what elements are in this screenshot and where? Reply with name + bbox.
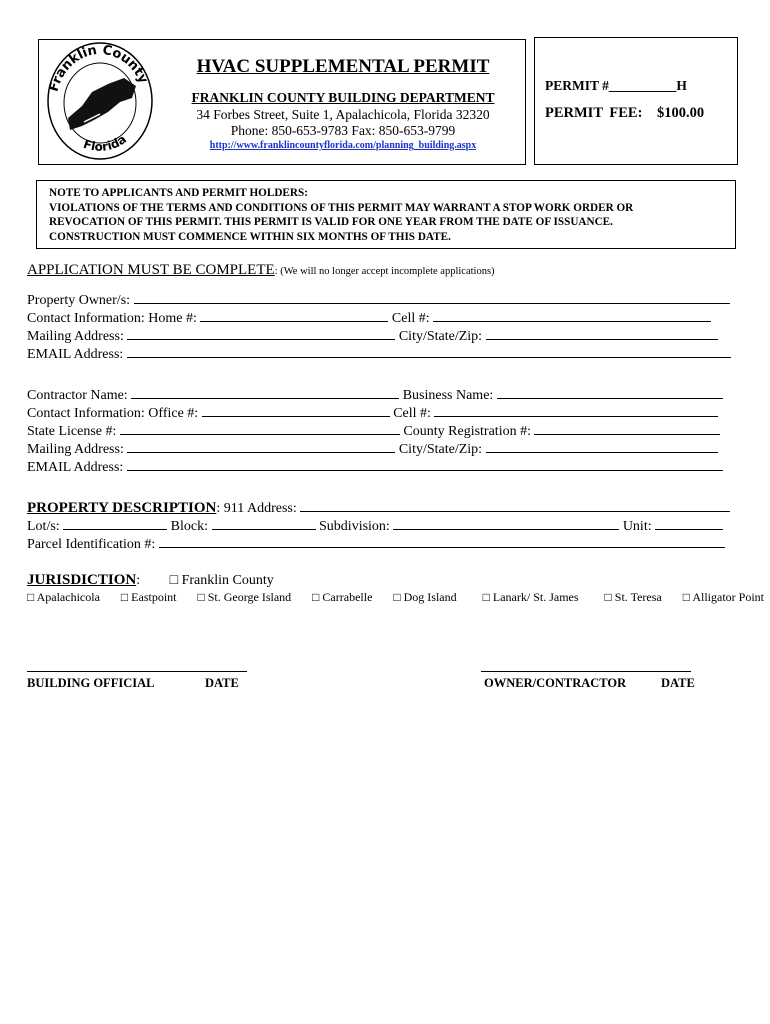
property-lot-row bbox=[27, 518, 723, 535]
property-address-field[interactable] bbox=[300, 500, 730, 512]
unit-field[interactable] bbox=[655, 518, 723, 530]
contractor-mailing-label: Mailing Address: bbox=[27, 442, 124, 457]
department-name: FRANKLIN COUNTY BUILDING DEPARTMENT bbox=[191, 90, 495, 105]
contractor-office-label: Contact Information: Office #: bbox=[27, 406, 199, 421]
notice-box bbox=[36, 180, 736, 249]
logo-top-text: Franklin County bbox=[46, 42, 151, 94]
subdivision-label: Subdivision: bbox=[319, 519, 390, 534]
contractor-office-field[interactable] bbox=[202, 405, 390, 417]
permit-box bbox=[534, 37, 738, 165]
option-label: Lanark/ St. James bbox=[492, 590, 579, 604]
option-label: Dog Island bbox=[403, 590, 457, 604]
state-license-label: State License #: bbox=[27, 424, 117, 439]
block-label: Block: bbox=[170, 519, 209, 534]
contractor-mailing-row bbox=[27, 441, 718, 458]
option-label: Alligator Point bbox=[692, 590, 764, 604]
permit-fee bbox=[545, 105, 704, 122]
business-name-field[interactable] bbox=[497, 387, 723, 399]
contractor-city-label: City/State/Zip: bbox=[398, 442, 483, 457]
owner-email-field[interactable] bbox=[127, 346, 731, 358]
owner-cell-field[interactable] bbox=[433, 310, 711, 322]
jurisdiction-franklin-county[interactable]: □ Franklin County bbox=[169, 573, 274, 588]
county-seal-logo bbox=[44, 40, 156, 162]
owner-contractor-label: OWNER/CONTRACTOR bbox=[484, 676, 627, 690]
permit-fee-label: PERMIT FEE: bbox=[545, 105, 643, 121]
jurisdiction-heading: JURISDICTION bbox=[27, 572, 137, 588]
notice-text-1: VIOLATIONS OF THE TERMS AND CONDITIONS OF THIS PERMIT MAY WARRANT A STOP WORK ORDER OR bbox=[49, 201, 634, 214]
option-label: Apalachicola bbox=[36, 590, 100, 604]
owner-email-label: EMAIL Address: bbox=[27, 347, 124, 362]
owner-row bbox=[27, 292, 730, 309]
contractor-name-label: Contractor Name: bbox=[27, 388, 128, 403]
owner-date-label: DATE bbox=[661, 676, 695, 690]
owner-city-label: City/State/Zip: bbox=[398, 329, 483, 344]
svg-text:Florida bbox=[82, 132, 129, 154]
jurisdiction-franklin-label: Franklin County bbox=[181, 573, 274, 588]
permit-number: PERMIT #__________H bbox=[545, 78, 687, 93]
county-registration-field[interactable] bbox=[534, 423, 720, 435]
owner-home-field[interactable] bbox=[200, 310, 388, 322]
owner-signature-line[interactable] bbox=[481, 671, 691, 672]
contractor-email-label: EMAIL Address: bbox=[27, 460, 124, 475]
notice-heading: NOTE TO APPLICANTS AND PERMIT HOLDERS: bbox=[49, 187, 308, 199]
owner-city-field[interactable] bbox=[486, 328, 718, 340]
application-heading-row bbox=[27, 262, 495, 279]
department-website-link[interactable]: http://www.franklincountyflorida.com/planning_building.aspx bbox=[209, 140, 477, 151]
option-label: St. Teresa bbox=[614, 590, 662, 604]
building-official-label: BUILDING OFFICIAL bbox=[27, 676, 155, 690]
contractor-name-row bbox=[27, 387, 723, 404]
jurisdiction-option-st-teresa[interactable]: □ St. Teresa bbox=[604, 590, 662, 604]
official-date-label: DATE bbox=[205, 676, 239, 690]
owner-mailing-row bbox=[27, 328, 718, 345]
owner-email-row bbox=[27, 346, 731, 363]
jurisdiction-option-dog-island[interactable]: □ Dog Island bbox=[393, 590, 457, 604]
jurisdiction-option-alligator-point[interactable]: □ Alligator Point bbox=[682, 590, 764, 604]
logo-bottom-text: Florida bbox=[81, 131, 129, 154]
option-label: Eastpoint bbox=[131, 590, 177, 604]
application-heading: APPLICATION MUST BE COMPLETE bbox=[27, 262, 275, 278]
form-title: HVAC SUPPLEMENTAL PERMIT bbox=[196, 56, 490, 77]
contractor-cell-label: Cell #: bbox=[393, 406, 431, 421]
lots-field[interactable] bbox=[63, 518, 167, 530]
permit-fee-value: $100.00 bbox=[657, 105, 705, 121]
subdivision-field[interactable] bbox=[393, 518, 619, 530]
parcel-label: Parcel Identification #: bbox=[27, 537, 156, 552]
jurisdiction-colon: : bbox=[136, 573, 141, 588]
option-label: St. George Island bbox=[207, 590, 292, 604]
contractor-mailing-field[interactable] bbox=[127, 441, 395, 453]
property-heading: PROPERTY DESCRIPTION bbox=[27, 500, 217, 516]
jurisdiction-options bbox=[27, 590, 770, 605]
contractor-cell-field[interactable] bbox=[434, 405, 718, 417]
contractor-name-field[interactable] bbox=[131, 387, 399, 399]
parcel-row bbox=[27, 536, 725, 553]
owner-field[interactable] bbox=[134, 292, 730, 304]
contractor-email-field[interactable] bbox=[127, 459, 723, 471]
owner-contact-row bbox=[27, 310, 711, 327]
department-address: 34 Forbes Street, Suite 1, Apalachicola, Florida 32320 bbox=[196, 107, 490, 122]
block-field[interactable] bbox=[212, 518, 316, 530]
county-registration-label: County Registration #: bbox=[403, 424, 531, 439]
owner-home-label: Contact Information: Home #: bbox=[27, 311, 197, 326]
owner-mailing-field[interactable] bbox=[127, 328, 395, 340]
application-note: : (We will no longer accept incomplete applications) bbox=[274, 266, 495, 277]
jurisdiction-option-lanark-st-james[interactable]: □ Lanark/ St. James bbox=[482, 590, 579, 604]
business-name-label: Business Name: bbox=[402, 388, 494, 403]
notice-text-3: CONSTRUCTION MUST COMMENCE WITHIN SIX MONTHS OF THIS DATE. bbox=[49, 230, 451, 243]
state-license-field[interactable] bbox=[120, 423, 400, 435]
jurisdiction-row bbox=[27, 572, 274, 589]
jurisdiction-option-apalachicola[interactable]: □ Apalachicola bbox=[27, 590, 100, 604]
jurisdiction-option-eastpoint[interactable]: □ Eastpoint bbox=[120, 590, 177, 604]
jurisdiction-option-st-george-island[interactable]: □ St. George Island bbox=[197, 590, 292, 604]
contractor-city-field[interactable] bbox=[486, 441, 718, 453]
parcel-field[interactable] bbox=[159, 536, 725, 548]
owner-cell-label: Cell #: bbox=[391, 311, 430, 326]
department-phone: Phone: 850-653-9783 Fax: 850-653-9799 bbox=[230, 123, 456, 138]
unit-label: Unit: bbox=[622, 519, 652, 534]
lots-label: Lot/s: bbox=[27, 519, 60, 534]
notice-text-2: REVOCATION OF THIS PERMIT. THIS PERMIT IS VALID FOR ONE YEAR FROM THE DATE OF ISSUANCE. bbox=[49, 216, 613, 228]
contractor-contact-row bbox=[27, 405, 718, 422]
option-label: Carrabelle bbox=[322, 590, 373, 604]
contractor-license-row bbox=[27, 423, 720, 440]
owner-mailing-label: Mailing Address: bbox=[27, 329, 124, 344]
property-address-label: : 911 Address: bbox=[216, 501, 297, 516]
property-address-row bbox=[27, 500, 730, 517]
contractor-email-row bbox=[27, 459, 723, 476]
official-signature-line[interactable] bbox=[27, 671, 247, 672]
owner-label: Property Owner/s: bbox=[27, 293, 131, 308]
jurisdiction-option-carrabelle[interactable]: □ Carrabelle bbox=[312, 590, 373, 604]
